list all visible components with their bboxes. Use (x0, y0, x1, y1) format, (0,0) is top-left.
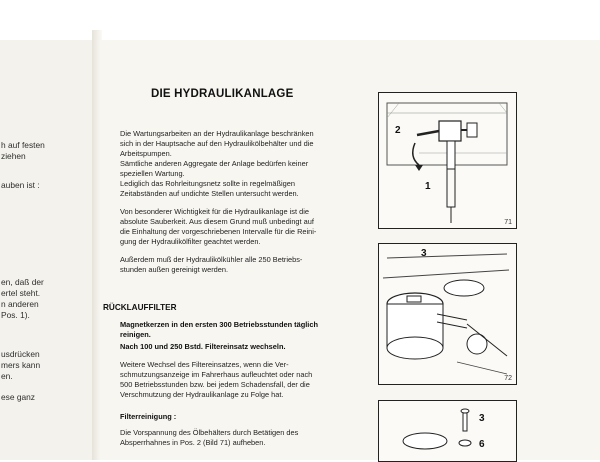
figure-label: 1 (425, 181, 431, 192)
intro-line: Arbeitspumpen. (120, 149, 172, 158)
intro-line: speziellen Wartung. (120, 169, 185, 178)
intro-line: sich in der Hauptsache auf den Hydraulikölbehälter und die (120, 139, 314, 148)
paragraph-line: Die Vorspannung des Ölbehälters durch Betätigen des (120, 428, 299, 437)
figure-label: 2 (395, 125, 401, 136)
figure-label: 3 (479, 413, 485, 424)
left-page-line: ertel steht. (1, 288, 41, 298)
left-page-line: ziehen (1, 151, 26, 161)
left-page-line: en. (1, 371, 13, 381)
figure-number: 72 (504, 375, 512, 382)
figure-partial (378, 400, 517, 462)
paragraph-line: 500 Betriebsstunden bzw. bei jedem Schadensfall, der die (120, 380, 310, 389)
left-page-line: Pos. 1). (1, 310, 30, 320)
figure-72-return-filter (378, 243, 517, 385)
paragraph-line: Absperrhahnes in Pos. 2 (Bild 71) aufheben. (120, 438, 266, 447)
intro-line: Sämtliche anderen Aggregate der Anlage bedürfen keiner (120, 159, 309, 168)
left-page-line: h auf festen (1, 140, 45, 150)
intro-line: Die Wartungsarbeiten an der Hydraulikanlage beschränken (120, 129, 314, 138)
figure-label: 3 (421, 248, 427, 259)
valve-illustration (379, 93, 516, 228)
left-page-line: ese ganz (1, 392, 35, 402)
intro-line: Zeitabständen auf undichte Stellen untersucht werden. (120, 189, 299, 198)
filter-parts-illustration (379, 401, 516, 461)
paragraph-line: Verschmutzung der Hydraulikanlage zu Folge hat. (120, 390, 284, 399)
bold-instruction-line: Nach 100 und 250 Bstd. Filtereinsatz wechseln. (120, 342, 286, 351)
left-page-line: usdrücken (1, 349, 40, 359)
left-page-line: n anderen (1, 299, 39, 309)
section-heading: RÜCKLAUFFILTER (103, 303, 177, 312)
left-page-line: mers kann (1, 360, 41, 370)
paragraph-line: Von besonderer Wichtigkeit für die Hydraulikanlage ist die (120, 207, 309, 216)
paragraph-line: absolute Sauberkeit. Aus diesem Grund muß unbedingt auf (120, 217, 314, 226)
paragraph-line: Weitere Wechsel des Filtereinsatzes, wenn die Ver- (120, 360, 289, 369)
intro-line: Lediglich das Rohrleitungsnetz sollte in regelmäßigen (120, 179, 296, 188)
page-title: DIE HYDRAULIKANLAGE (151, 88, 294, 100)
paragraph-line: die Einhaltung der vorgeschriebenen Intervalle für die Reini- (120, 227, 317, 236)
figure-label: 6 (479, 439, 485, 450)
paragraph-line: schmutzungsanzeige im Fahrerhaus aufleuchtet oder nach (120, 370, 313, 379)
return-filter-illustration (379, 244, 516, 384)
left-page-line: auben ist : (1, 180, 40, 190)
bold-instruction-line: reinigen. (120, 330, 151, 339)
subheading: Filterreinigung : (120, 412, 177, 421)
figure-number: 71 (504, 219, 512, 226)
paragraph-line: Außerdem muß der Hydraulikölkühler alle 250 Betriebs- (120, 255, 303, 264)
figure-71-valve (378, 92, 517, 229)
paragraph-line: stunden außen gereinigt werden. (120, 265, 229, 274)
left-page-line: en, daß der (1, 277, 44, 287)
paragraph-line: gung der Hydraulikölfilter geachtet werden. (120, 237, 261, 246)
bold-instruction-line: Magnetkerzen in den ersten 300 Betriebsstunden täglich (120, 320, 318, 329)
